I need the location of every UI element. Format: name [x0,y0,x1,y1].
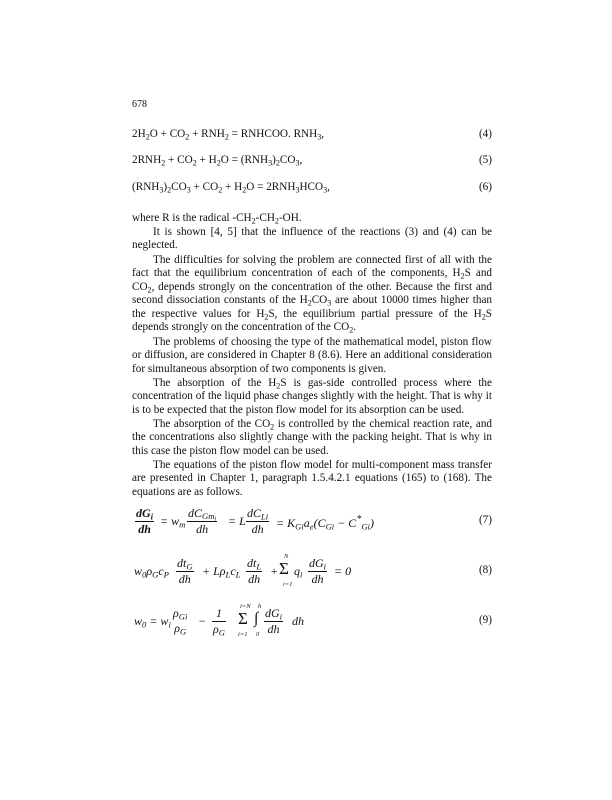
reaction-4-number: (4) [478,128,492,140]
page-number: 678 [132,99,147,110]
reaction-5-text: $2RNH_2 + CO_2 + H_2O = (RNH_3)_2CO_3$, [132,154,303,168]
eq7-frac-dCGm-dh: $dC_{Gm_i}$ dh [188,506,217,536]
reaction-5-number: (5) [478,154,492,166]
paragraph-co2-absorption: The absorption of the $CO_2$ is controlled by the chemical reaction rate, and the concentrations also slightly change with the packing height. That is why in this case the piston flow model can be used. [132,418,493,457]
paragraph-piston-equations: The equations of the piston flow model for multi-component mass transfer are presented in Chapter 1, paragraph 1.5.4.2.1 equations (165) to (168). The equations are as follows. [132,459,492,498]
equation-9-number: (9) [478,614,492,626]
eq8-frac-dtG-dh: $dt_G$ dh [177,556,193,586]
reaction-4-text: $2H_2O + CO_2 + RNH_2$ = RNHCOO. $RNH_3$, [132,128,325,142]
eq9-frac-1-rhoG: $\frac{1}{\rho_G}$ [213,606,225,638]
paragraph-difficulties: The difficulties for solving the problem are connected first of all with the fact that the equilibrium concentration of each of the components, $H_2S$ and $CO_2$, depends strongly on the concentration of the other. Because the first and second dissociation constants of the $H_2CO_3$ are about 10000 times higher than the respective values for $H_2S$, the equilibrium partial pressure of the $H_2S$ depends strongly on the concentration of the $CO_2$. [132,254,493,335]
paragraph-radical: where R is the radical $-CH_2-CH_2-OH$. [132,212,302,226]
equation-7-number: (7) [478,514,492,526]
reaction-6 [132,181,492,193]
reaction-6-number: (6) [478,181,492,193]
paragraph-h2s-absorption: The absorption of the $H_2S$ is gas-side controlled process where the concentration of the liquid phase changes slightly with the height. That is why it is to be expected that the piston flow model for its absorption can be used. [132,377,492,416]
reaction-6-text: $(RNH_3)_2CO_3 + CO_2 + H_2O = 2RNH_3HCO_3$, [132,181,330,195]
equation-8-number: (8) [478,564,492,576]
paragraph-model-choice: The problems of choosing the type of the mathematical model, piston flow or diffusion, are considered in Chapter 8 (8.6). Here an additional consideration for simultaneous absorption of two components is given. [132,336,492,375]
eq7-frac-dGi-dh: $dG_i$ dh [136,506,154,536]
eq8-frac-dtL-dh: $dt_L$ dh [247,556,262,586]
reaction-5 [132,154,492,166]
paragraph-influence: It is shown [4, 5] that the influence of the reactions (3) and (4) can be neglected. [132,226,492,252]
equation-9: $w_0 = w_i$ $\rho_{Gi}$ $\rho_G$ − $\frac{1}{\rho_G}$ i=N Σ i=1 h ∫ 0 $dG_i$ dh dh (9) [134,603,492,638]
eq9-frac-rhoGi-rhoG: $\rho_{Gi}$ $\rho_G$ [173,606,188,637]
eq7-frac-dCLi-dh: $dC_{Li}$ dh [247,506,269,536]
equation-7: $dG_i$ dh = $w_m$ $dC_{Gm_i}$ dh = L $dC_{Li}$ dh = $K_{Gi}a_e(C_{Gi} - C^*_{Gi})$ (7) [136,506,492,536]
equation-8: $w_0\rho_Gc_P$ $dt_G$ dh + $L\rho_Lc_L$ $dt_L$ dh + N Σ i=1 $q_i$ $dG_i$ dh = 0 (8) [134,553,492,588]
reaction-4 [132,128,492,140]
eq8-frac-dGi-dh: $dG_i$ dh [309,556,327,586]
eq9-frac-dGi-dh: $dG_i$ dh [265,606,283,636]
